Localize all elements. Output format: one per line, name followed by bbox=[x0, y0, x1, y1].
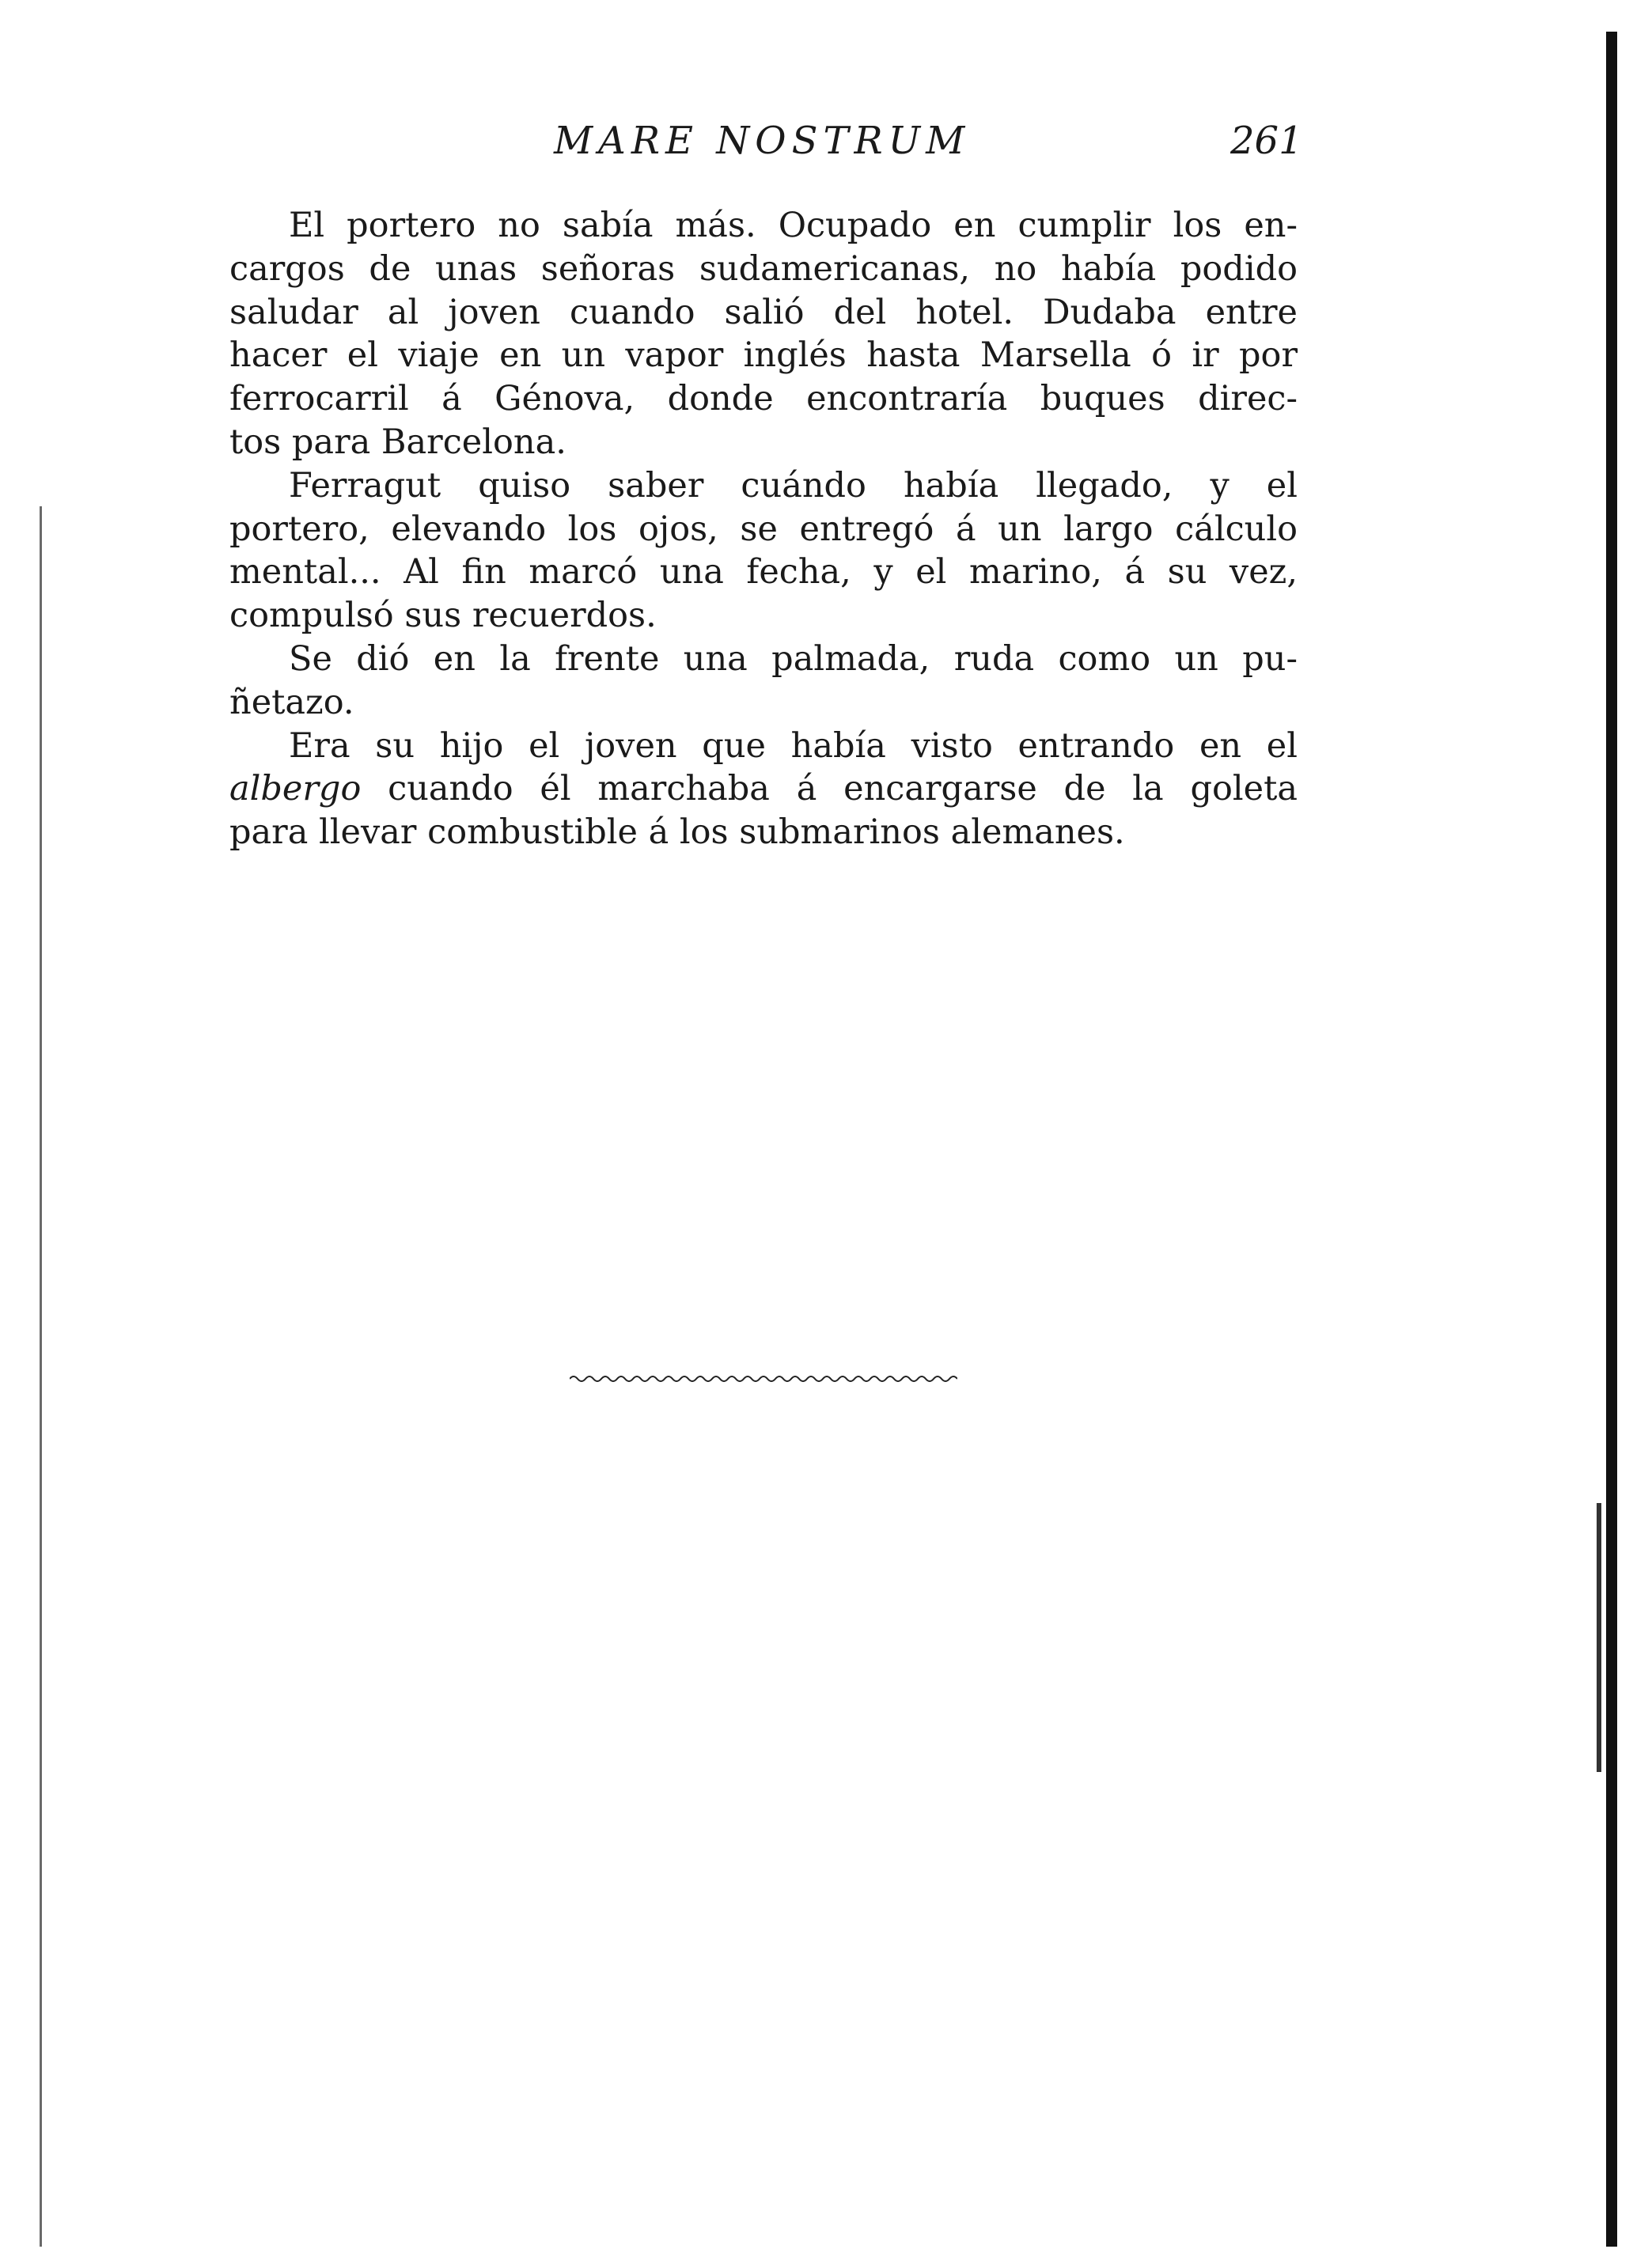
text-line: para llevar combustible á los submarinos alemanes. bbox=[229, 812, 1125, 853]
text-line: Ferragut quiso saber cuándo había llegado, y el bbox=[289, 465, 1298, 505]
text-line: El portero no sabía más. Ocupado en cumplir los en- bbox=[289, 206, 1298, 245]
text-line: cargos de unas señoras sudamericanas, no había podido bbox=[229, 248, 1298, 289]
text-line: Se dió en la frente una palmada, ruda como un pu- bbox=[289, 638, 1298, 679]
text-line: ñetazo. bbox=[229, 682, 354, 722]
running-title: MARE NOSTRUM bbox=[554, 119, 971, 163]
scan-edge-left bbox=[40, 506, 42, 2247]
body-text bbox=[229, 204, 1298, 854]
text-line-with-italic bbox=[229, 767, 1298, 811]
text-line: hacer el viaje en un vapor inglés hasta Marsella ó ir por bbox=[229, 335, 1298, 376]
text-line: Era su hijo el joven que había visto entrando en el bbox=[289, 725, 1298, 766]
text-line: saludar al joven cuando salió del hotel. Dudaba entre bbox=[229, 292, 1298, 332]
text-line: compulsó sus recuerdos. bbox=[229, 596, 657, 636]
running-head bbox=[0, 119, 1652, 174]
text-line: portero, elevando los ojos, se entregó á un largo cálculo bbox=[229, 509, 1298, 549]
text-line: mental... Al fin marcó una fecha, y el marino, á su vez, bbox=[229, 552, 1298, 593]
text-line: ferrocarril á Génova, donde encontraría buques direc- bbox=[229, 379, 1298, 419]
text-line: tos para Barcelona. bbox=[229, 422, 566, 462]
italic-word: albergo bbox=[229, 769, 362, 809]
text-line-rest: cuando él marchaba á encargarse de la goleta bbox=[388, 769, 1298, 809]
scan-edge-right bbox=[1606, 32, 1617, 2247]
scan-edge-right-shadow bbox=[1597, 1503, 1601, 1772]
page-number: 261 bbox=[1230, 119, 1303, 163]
wavy-rule-ornament bbox=[570, 1373, 957, 1385]
